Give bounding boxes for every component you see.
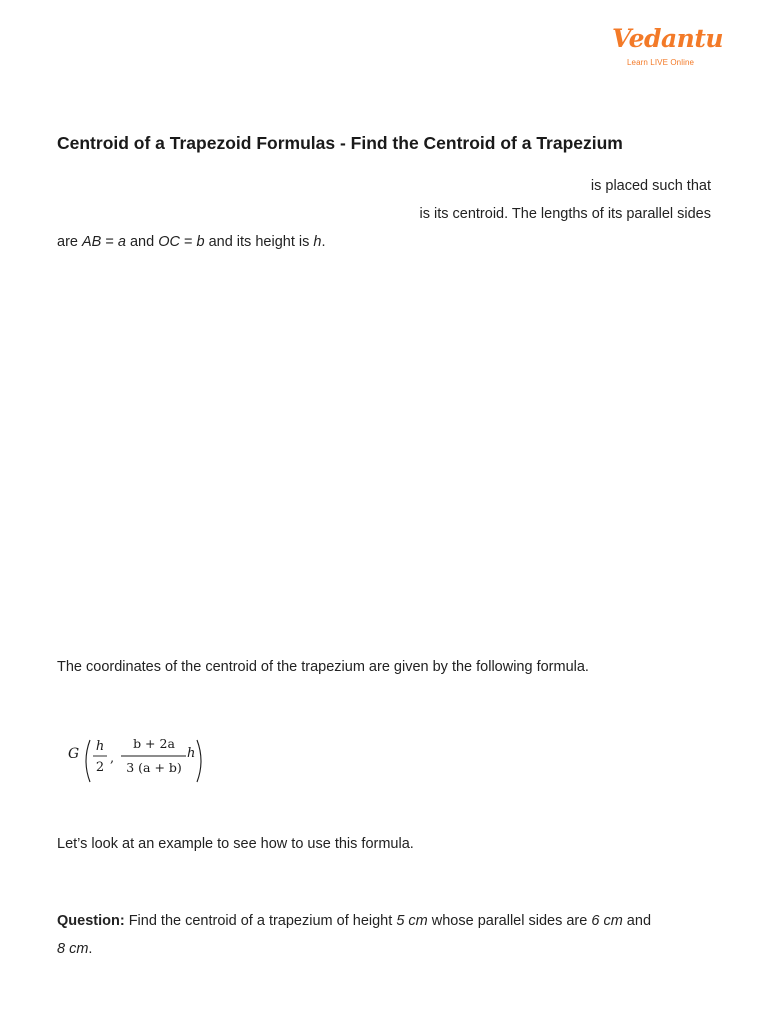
intro-line-2: is its centroid. The lengths of its parallel sides bbox=[419, 206, 711, 222]
formula-h: h bbox=[187, 746, 196, 761]
question-line-1: Question: Find the centroid of a trapezium of height 5 cm whose parallel sides are 6 cm and bbox=[57, 913, 652, 929]
question-line-2: 8 cm. bbox=[57, 941, 93, 957]
formula-comma: , bbox=[110, 751, 115, 766]
formula-G: G bbox=[68, 746, 80, 762]
centroid-formula bbox=[66, 728, 216, 792]
page-title: Centroid of a Trapezoid Formulas - Find the Centroid of a Trapezium bbox=[57, 133, 623, 153]
formula-left-paren bbox=[86, 740, 90, 782]
formula-intro: The coordinates of the centroid of the trapezium are given by the following formula. bbox=[57, 659, 589, 675]
intro-line-3: are AB = a and OC = b and its height is h. bbox=[57, 234, 326, 250]
brand-name: Vedantu bbox=[612, 24, 724, 53]
question-label: Question: bbox=[57, 913, 125, 929]
brand-tagline: Learn LIVE Online bbox=[627, 58, 695, 67]
formula-den1: 2 bbox=[95, 760, 105, 775]
formula-num2: b + 2a bbox=[133, 736, 175, 751]
intro-line-1: is placed such that bbox=[590, 178, 711, 194]
brand-logo bbox=[612, 24, 724, 72]
formula-num1: h bbox=[95, 739, 105, 754]
formula-right-paren bbox=[197, 740, 201, 782]
example-intro: Let’s look at an example to see how to use this formula. bbox=[57, 836, 414, 852]
formula-den2: 3 (a + b) bbox=[126, 760, 182, 775]
